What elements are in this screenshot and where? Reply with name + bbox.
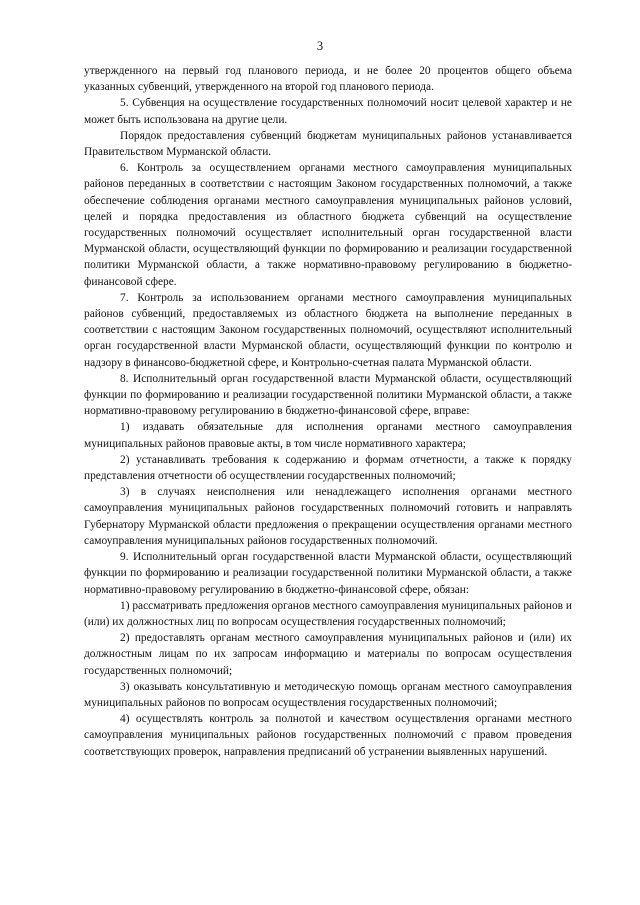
page-number: 3	[316, 39, 324, 53]
list-item-8-3: 3) в случаях неисполнения или ненадлежащего исполнения органами местного самоуправления муниципальных районов государственных полномочий готовить и направлять Губернатору Мурманской области предложения о прекращении осуществления органами местного самоуправления муниципальных районов государственных полномочий.	[84, 486, 572, 547]
paragraph-item-8: 8. Исполнительный орган государственной власти Мурманской области, осуществляющий функции по формированию и реализации государственной политики Мурманской области, а также нормативно-правовому регулированию в бюджетно-финансовой сфере, вправе:	[84, 372, 572, 418]
paragraph-item-6: 6. Контроль за осуществлением органами местного самоуправления муниципальных районов переданных в соответствии с настоящим Законом государственных полномочий, а также обеспечение соблюдения органами местного самоуправления муниципальных районов условий, целей и порядка предоставления из областного бюджета субвенций на осуществление государственных полномочий осуществляет исполнительный орган государственной власти Мурманской области, осуществляющий функции по формированию и реализации государственной политики Мурманской области, а также нормативно-правовому регулированию в бюджетно-финансовой сфере.	[84, 162, 572, 288]
paragraph-item-7: 7. Контроль за использованием органами местного самоуправления муниципальных районов субвенций, предоставляемых из областного бюджета на выполнение переданных в соответствии с настоящим Законом государственных полномочий, осуществляют исполнительный орган государственной власти Мурманской области, осуществляющий функции по контролю и надзору в финансово-бюджетной сфере, и Контрольно-счетная палата Мурманской области.	[84, 291, 572, 369]
paragraph-item-5: 5. Субвенция на осуществление государственных полномочий носит целевой характер и не может быть использована на другие цели.	[84, 97, 572, 126]
paragraph-item-9: 9. Исполнительный орган государственной власти Мурманской области, осуществляющий функции по формированию и реализации государственной политики Мурманской области, а также нормативно-правовому регулированию в бюджетно-финансовой сфере, обязан:	[84, 551, 572, 596]
document-body	[84, 63, 572, 760]
list-item-9-4: 4) осуществлять контроль за полнотой и качеством осуществления органами местного самоуправления муниципальных районов государственных полномочий с правом проведения соответствующих проверок, направления предписаний об устранении выявленных нарушений.	[84, 713, 572, 758]
list-item-9-1: 1) рассматривать предложения органов местного самоуправления муниципальных районов и (или) их должностных лиц по вопросам осуществления государственных полномочий;	[84, 599, 572, 628]
paragraph-continuation: утвержденного на первый год планового периода, и не более 20 процентов общего объема указанных субвенций, утвержденного на второй год планового периода.	[84, 65, 572, 94]
list-item-9-2: 2) предоставлять органам местного самоуправления муниципальных районов и (или) их должностным лицам по их запросам информацию и материалы по вопросам осуществления государственных полномочий;	[84, 632, 572, 677]
list-item-8-2: 2) устанавливать требования к содержанию и формам отчетности, а также к порядку представления отчетности об осуществлении государственных полномочий;	[84, 453, 572, 483]
list-item-8-1: 1) издавать обязательные для исполнения органами местного самоуправления муниципальных районов правовые акты, в том числе нормативного характера;	[84, 421, 572, 450]
paragraph-subvention-procedure: Порядок предоставления субвенций бюджетам муниципальных районов устанавливается Правительством Мурманской области.	[84, 129, 572, 159]
list-item-9-3: 3) оказывать консультативную и методическую помощь органам местного самоуправления муниципальных районов по вопросам осуществления государственных полномочий;	[84, 680, 572, 709]
